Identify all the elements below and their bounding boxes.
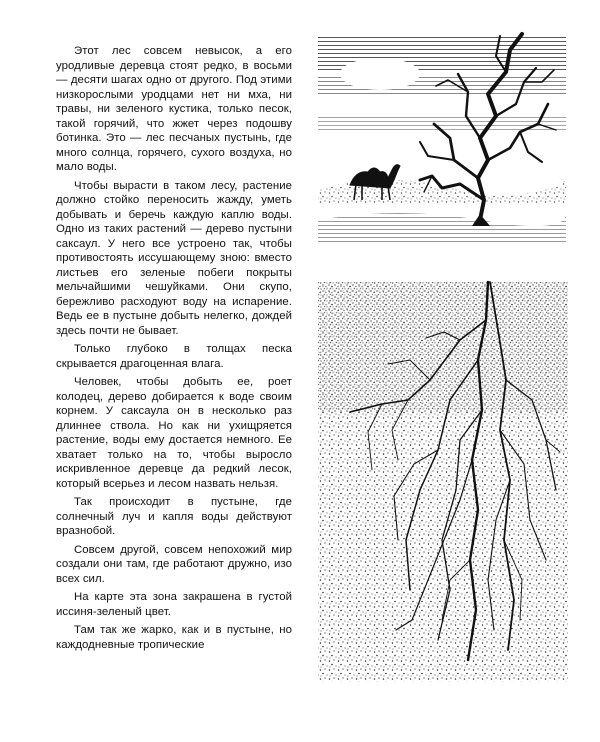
- desert-scene: [318, 34, 566, 242]
- paragraph: На карте эта зона закрашена в густой иссиня-зеленый цвет.: [56, 591, 292, 618]
- paragraph: Этот лес совсем невысок, а его уродливые деревца стоят редко, в восьми — десяти шагах одно от другого. Под этими низкорослыми уродцами нет ни мха, ни травы, ни зеленого кустика, только песок, такой горячий, что жжет через подошву ботинка. Это — лес песчаных пустынь, где много солнца, горячего, сухого воздуха, но мало воды.: [56, 45, 292, 173]
- paragraph: Только глубоко в толщах песка скрывается драгоценная влага.: [56, 343, 292, 370]
- paragraph: Так происходит в пустыне, где солнечный луч и капля воды действуют вразнобой.: [56, 496, 292, 537]
- illustration-drawing: [310, 20, 572, 700]
- saxaul-illustration: [310, 20, 572, 700]
- paragraph: Совсем другой, совсем непохожий мир создали они там, где работают дружно, изо всех сил.: [56, 543, 292, 585]
- paragraph: Там так же жарко, как и в пустыне, но каждодневные тропические: [56, 624, 292, 651]
- roots-scene: [318, 282, 568, 682]
- paragraph: Чтобы вырасти в таком лесу, растение должно стойко переносить жажду, уметь добывать и беречь каждую каплю воды. Одно из таких растений — дерево пустыни саксаул. У него все устроено так, чтобы противостоять иссушающему зною: вместо листьев его зеленые побеги покрыты мельчайшими чешуйками. Они скупо, бережливо расходуют воду на испарение. Ведь ее в пустыне добыть нелегко, дождей здесь почти не бывает.: [56, 179, 292, 337]
- article-text: [56, 44, 292, 656]
- paragraph: Человек, чтобы добыть ее, роет колодец, дерево добирается к воде своим корнем. У саксаула он в несколько раз длиннее ствола. Но как ни ухищряется растение, воды ему достается немного. Ее хватает только на то, чтобы выросло искривленное деревце да редкий лесок, который всерьез и лесом назвать нельзя.: [56, 376, 292, 490]
